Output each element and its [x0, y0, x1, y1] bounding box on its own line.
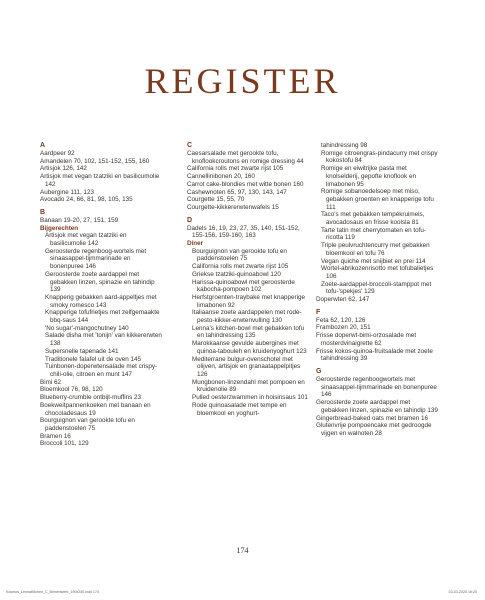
index-entry: Caesarsalade met gerookte tofu, knoflookcroutons en romige dressing 44 [187, 150, 304, 165]
index-entry: Artisjok met vegan tzatziki en basilicumolie 142 [40, 173, 160, 188]
section-letter: D [187, 216, 193, 224]
index-entry: Banaan 19-20, 27, 151, 159 [40, 216, 119, 224]
index-entry: Frisse kokos-quinoa-fruitsalade met zoete tahindressing 39 [316, 347, 433, 363]
index-subentry: Supersnelle tapenade 141 [45, 347, 119, 355]
index-column-3 [316, 142, 438, 438]
index-subentry: Romige sobanoedelsoep met miso, gebakken groenten en knapperige tofu 111 [321, 188, 434, 211]
index-entry: Frisse doperwt-bimi-orzosalade met mosterdvinaigrette 62 [316, 332, 417, 347]
index-subentry: Romige en eiwitrijke pasta met knolselderij, gepofte knoflook en limabonen 95 [321, 165, 416, 188]
index-entry: Glutenvrije pompoencake met gedroogde vijgen en walnoten 28 [316, 422, 432, 437]
index-column-2 [187, 142, 309, 417]
index-entry: Broccoli 101, 129 [40, 440, 89, 448]
index-entry: Feta 62, 120, 126 [316, 316, 366, 324]
index-subentry: Lenna's kitchen-bowl met gebakken tofu en tahindressing 135 [192, 324, 305, 340]
index-subentry: Italiaanse zoete aardappelen met rode-pesto-kikker-erwtenvulling 130 [192, 309, 302, 325]
index-entry: Doperwten 62, 147 [316, 296, 370, 304]
section-letter: C [187, 142, 193, 149]
section-letter: G [316, 367, 322, 375]
index-entry: Gingerbread-baked oats met bramen 16 [316, 414, 429, 422]
index-entry: Cannellinibonen 20, 160 [187, 173, 255, 181]
index-subentry: Harissa-quinoabowl met geroosterde kabocha-pompoen 102 [192, 278, 295, 294]
category-heading: Diner [187, 240, 204, 248]
index-subentry: Tarte tatin met cherrytomaten en tofu-ricotta 119 [321, 226, 426, 242]
index-entry: Carrot cake-blondies met witte bonen 160 [187, 180, 304, 188]
index-entry: Boekweitpannenkoeken met banaan en chocoladesaus 19 [40, 401, 151, 417]
index-entry: California rolls met zwarte rijst 105 [187, 165, 284, 173]
index-subentry: Rode quinoasalade met tempe en bloemkool en yoghurt- [192, 401, 287, 417]
index-subentry: Herfstgroenten-traybake met knapperige limabonen 92 [192, 293, 306, 309]
index-entry: Courgette-kikkererwtenwafels 15 [187, 203, 279, 211]
section-letter: F [316, 308, 321, 316]
index-subentry: Mungbonen-linzendahl met pompoen en kruidenolie 89 [192, 378, 305, 394]
index-subentry: Taco's met gebakken tempékruimels, avocadosaus en frisse koolsla 81 [321, 211, 425, 227]
index-subentry: Geroosterde regenboog-wortels met sinaasappel-tijmmarinade en bonenpuree 146 [45, 247, 147, 271]
index-subentry: Salade disha met 'tonijn' van kikkererwten 138 [45, 332, 162, 348]
index-subentry: Mediterrane bulgur-ovenschotel met olijven, artisjok en granaatappelpitjes 126 [192, 355, 301, 378]
index-subentry: Vegan quiche met snijbiet en prei 114 [321, 257, 426, 265]
index-subentry: Geroosterde zoete aardappel met gebakken linzen, spinazie en tahindip 139 [45, 270, 155, 294]
index-subentry: Triple peulvruchtencurry met gebakken bloemkool en tofu 76 [321, 242, 430, 257]
index-subentry: California rolls met zwarte rijst 105 [192, 263, 289, 271]
index-entry: Amandelen 70, 102, 151-152, 155, 160 [40, 157, 150, 165]
index-subentry: Romige citroengras-pindacurry met crispy kokostofu 84 [321, 149, 438, 165]
index-entry: Geroosterde regenboogwortels met sinaasappel-tijmmarinade en bonenpuree 146 [316, 375, 437, 399]
print-slug-left: Kosmos_LennaKitchen_C_Binnenwerk_190x240.indd 174 [6, 590, 99, 594]
index-subentry: Wortel-abrikozenrisotto met tofubalietjes 106 [321, 265, 434, 280]
category-heading: Bijgerechten [40, 224, 79, 232]
index-column-1 [40, 142, 162, 448]
index-entry: Courgette 15, 55, 70 [187, 196, 245, 204]
index-subentry: tahindressing 98 [321, 142, 368, 149]
index-entry: Bimi 62 [40, 378, 61, 386]
index-subentry: Pulled oesterzwammen in hoisinsaus 101 [192, 394, 308, 402]
index-entry: Dadels 16, 19, 23, 27, 35, 140, 151-152, 155-156, 159-160, 163 [187, 224, 300, 240]
index-subentry: Griekse tzatziki-quinoabowl 120 [192, 270, 281, 278]
index-subentry: 'No sugar'-mangochutney 140 [45, 324, 129, 332]
section-letter: B [40, 208, 46, 216]
section-letter: A [40, 142, 46, 149]
index-entry: Geroosterde zoete aardappel met gebakken linzen, spinazie en tahindip 139 [316, 399, 438, 414]
index-subentry: Zoete-aardappel-broccoli-stamppot met tofu-'spekjes' 129 [321, 280, 432, 296]
index-entry: Aardpeer 92 [40, 150, 75, 157]
index-entry: Artisjok 126, 142 [40, 165, 87, 173]
print-slug-right: 03-03-2025 16:20 [448, 590, 477, 594]
index-entry: Blueberry-crumble ontbijt-muffins 23 [40, 394, 142, 402]
index-entry: Avocado 24, 66, 81, 98, 105, 135 [40, 196, 133, 204]
index-subentry: Traditionele falafel uit de oven 145 [45, 355, 142, 363]
index-subentry: Bourguignon van gerookte tofu en paddenstoelen 75 [192, 247, 287, 263]
index-entry: Frambozen 20, 151 [316, 324, 371, 332]
page-title: REGISTER [144, 61, 341, 101]
index-entry: Bloemkool 76, 98, 120 [40, 386, 103, 394]
index-subentry: Knapperig gebakken aard-appeltjes met smoky romesco 143 [45, 293, 157, 309]
index-subentry: Tuinbonen-doperwtensalade met crispy-chili-olie, citroen en munt 147 [45, 363, 158, 378]
index-entry: Aubergine 111, 123 [40, 188, 95, 196]
index-entry: Bramen 16 [40, 432, 71, 440]
index-subentry: Knapperige tofufrietjes met zelfgemaakte bbq-saus 144 [45, 309, 160, 325]
index-entry: Bourguignon van gerookte tofu en paddenstoelen 75 [40, 417, 135, 432]
index-entry: Cashewnoten 65, 97, 130, 143, 147 [187, 188, 287, 196]
index-subentry: Artisjok met vegan tzatziki en basilicumolie 142 [45, 232, 127, 248]
page-number: 174 [236, 546, 249, 555]
index-subentry: Marokkaanse gevulde aubergines met quinoa-tabouleh en kruidenyoghurt 123 [192, 340, 307, 355]
